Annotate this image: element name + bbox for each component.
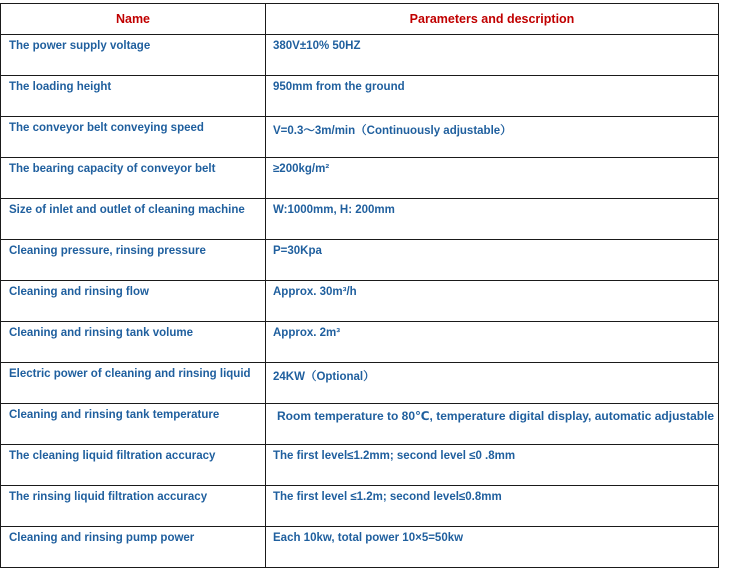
row-name: Cleaning and rinsing flow	[9, 286, 149, 298]
spec-table	[0, 3, 719, 568]
row-value-cell	[266, 158, 719, 199]
row-name-cell	[1, 199, 266, 240]
header-params: Parameters and description	[266, 4, 719, 35]
row-value-cell	[266, 281, 719, 322]
table-row	[1, 281, 719, 322]
row-value: ≥200kg/m²	[273, 163, 330, 175]
row-name-cell	[1, 117, 266, 158]
row-value-cell	[266, 527, 719, 568]
row-name-cell	[1, 322, 266, 363]
row-name-cell	[1, 76, 266, 117]
row-value-cell	[266, 76, 719, 117]
row-value: Approx. 30m³/h	[273, 286, 357, 298]
row-value: Approx. 2m³	[273, 327, 341, 339]
table-row	[1, 363, 719, 404]
row-name: The loading height	[9, 81, 112, 93]
row-value: P=30Kpa	[273, 245, 322, 257]
row-value-cell	[266, 35, 719, 76]
row-name: The power supply voltage	[9, 40, 151, 52]
row-name-cell	[1, 445, 266, 486]
row-value: V=0.3～3m/min（Continuously adjustable）	[273, 125, 512, 137]
row-name-cell	[1, 281, 266, 322]
row-name: The cleaning liquid filtration accuracy	[9, 450, 216, 462]
row-value: 950mm from the ground	[273, 81, 405, 93]
row-name: Cleaning pressure, rinsing pressure	[9, 245, 206, 257]
row-name: Cleaning and rinsing tank temperature	[9, 409, 220, 421]
row-value-cell	[266, 199, 719, 240]
table-row	[1, 322, 719, 363]
row-value-cell	[266, 445, 719, 486]
table-row	[1, 404, 719, 445]
row-name: The conveyor belt conveying speed	[9, 122, 204, 134]
row-name: The rinsing liquid filtration accuracy	[9, 491, 208, 503]
row-value-cell	[266, 117, 719, 158]
row-name-cell	[1, 240, 266, 281]
table-row	[1, 35, 719, 76]
row-name: Electric power of cleaning and rinsing liquid	[9, 368, 251, 380]
row-name-cell	[1, 158, 266, 199]
row-value: W:1000mm, H: 200mm	[273, 204, 395, 216]
table-row	[1, 445, 719, 486]
row-name: The bearing capacity of conveyor belt	[9, 163, 216, 175]
row-name-cell	[1, 486, 266, 527]
row-value: 380V±10% 50HZ	[273, 40, 361, 52]
table-row	[1, 527, 719, 568]
row-name: Size of inlet and outlet of cleaning machine	[9, 204, 245, 216]
table-row	[1, 117, 719, 158]
row-value-cell	[266, 486, 719, 527]
table-row	[1, 486, 719, 527]
row-value-cell	[266, 363, 719, 404]
table-row	[1, 158, 719, 199]
row-value: Room temperature to 80℃, temperature digital display, automatic adjustable	[277, 409, 715, 423]
row-value-cell	[266, 404, 719, 445]
header-name: Name	[1, 4, 266, 35]
row-value: 24KW（Optional）	[273, 371, 375, 383]
row-name-cell	[1, 35, 266, 76]
row-value: Each 10kw, total power 10×5=50kw	[273, 532, 464, 544]
table-row	[1, 199, 719, 240]
row-value-cell	[266, 322, 719, 363]
header-row	[1, 4, 719, 35]
table-row	[1, 76, 719, 117]
row-name: Cleaning and rinsing tank volume	[9, 327, 194, 339]
row-value: The first level ≤1.2m; second level≤0.8mm	[273, 491, 502, 503]
row-name-cell	[1, 527, 266, 568]
row-name-cell	[1, 363, 266, 404]
row-name: Cleaning and rinsing pump power	[9, 532, 195, 544]
row-value-cell	[266, 240, 719, 281]
row-value: The first level≤1.2mm; second level ≤0 .8mm	[273, 450, 516, 462]
table-row	[1, 240, 719, 281]
row-name-cell	[1, 404, 266, 445]
